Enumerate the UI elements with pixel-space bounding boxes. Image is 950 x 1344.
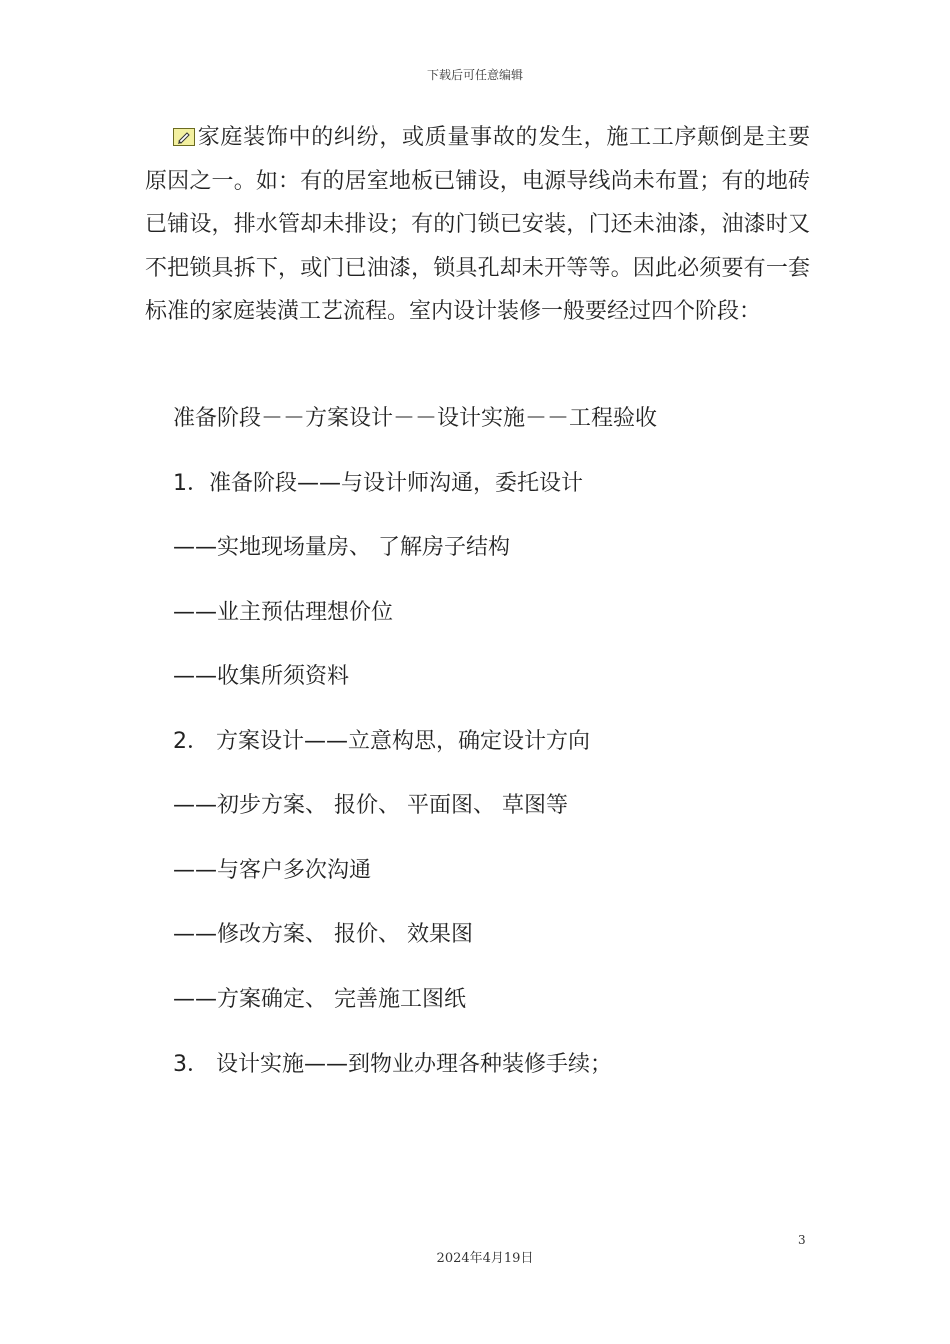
list-item: ——修改方案、 报价、 效果图 [173,922,473,947]
list-item: ——方案确定、 完善施工图纸 [173,987,466,1012]
intro-paragraph-text: 家庭装饰中的纠纷，或质量事故的发生，施工工序颠倒是主要原因之一。如：有的居室地板已铺设，电源导线尚未布置；有的地砖已铺设，排水管却未排设；有的门锁已安装，门还未油漆，油漆时又不把锁具拆下，或门已油漆，锁具孔却未开等等。因此必须要有一套标准的家庭装潢工艺流程。室内设计装修一般要经过四个阶段： [145,125,810,324]
intro-paragraph [145,116,810,334]
list-item: 3． 设计实施——到物业办理各种装修手续； [173,1052,612,1077]
stages-summary: 准备阶段－－方案设计－－设计实施－－工程验收 [173,406,658,431]
page-header: 下载后可任意编辑 [426,68,523,82]
list-item: ——业主预估理想价位 [173,600,394,625]
list-item: ——与客户多次沟通 [173,858,372,883]
list-item: ——初步方案、 报价、 平面图、 草图等 [173,793,568,818]
list-item: ——实地现场量房、 了解房子结构 [173,535,510,560]
list-item: 2． 方案设计——立意构思，确定设计方向 [173,729,590,754]
list-item: 1．准备阶段——与设计师沟通，委托设计 [173,471,583,496]
list-item: ——收集所须资料 [173,664,350,689]
edit-icon [173,118,195,136]
page-number: 3 [798,1233,806,1247]
footer-date: 2024年4月19日 [436,1251,534,1266]
